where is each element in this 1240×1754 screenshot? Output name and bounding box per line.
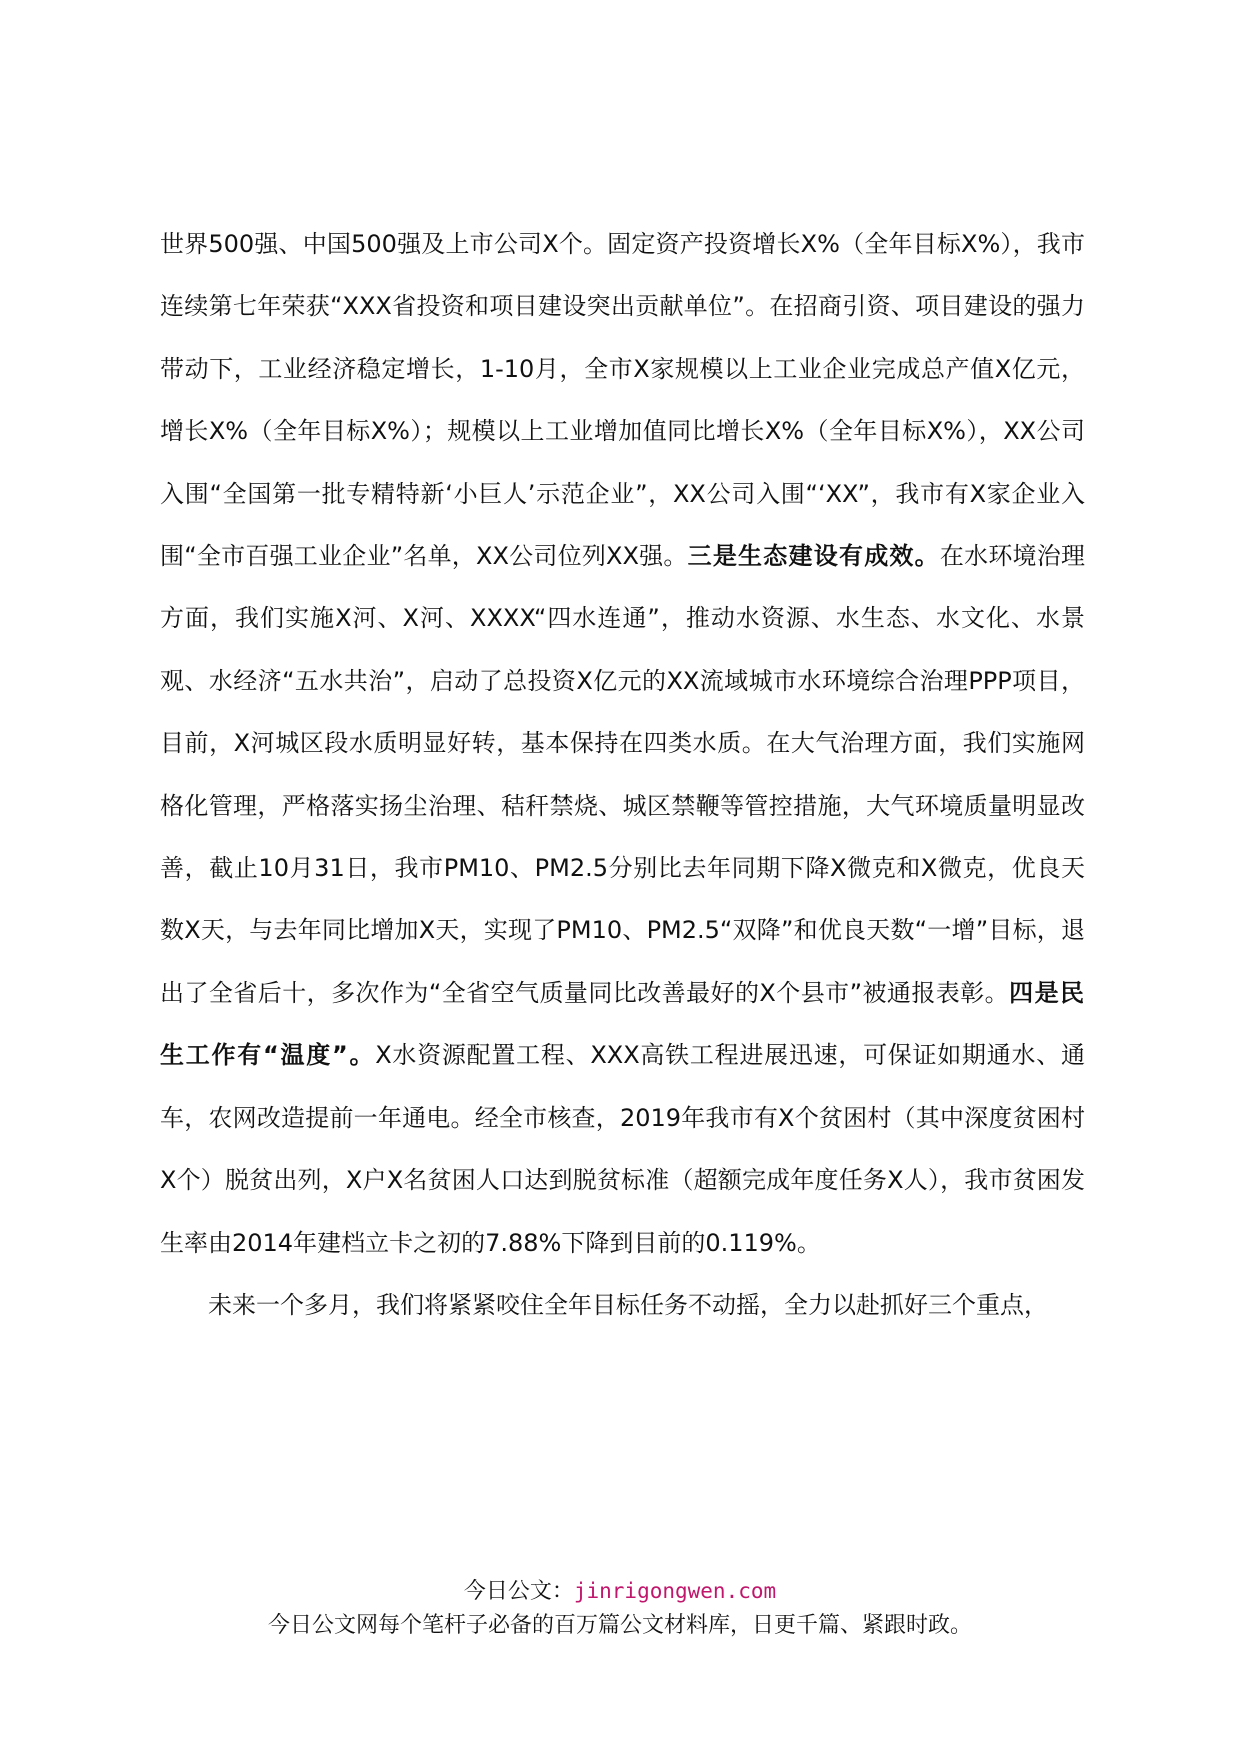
heading-livelihood: 四是民生工作有“温度”。 (160, 978, 1086, 1070)
heading-ecology: 三是生态建设有成效。 (687, 542, 940, 571)
paragraph-future: 未来一个多月，我们将紧紧咬住全年目标任务不动摇，全力以赴抓好三个重点， (208, 1290, 1048, 1319)
footer (0, 1574, 1240, 1643)
paragraph-text: 世界500强、中国500强及上市公司X个。固定资产投资增长X%（全年目标X%），我市连续第七年荣获“XXX省投资和项目建设突出贡献单位”。在招商引资、项目建设的强力带动下，工业经济稳定增长，1-10月，全市X家规模以上工业企业完成总产值X亿元，增长X%（全年目标X%）；规模以上工业增加值同比增长X%（全年目标X%），XX公司入围“全国第一批专精特新‘小巨人’示范企业”，XX公司入围“‘XX”，我市有X家企业入围“全市百强工业企业”名单，XX公司位列XX强。 (160, 230, 1085, 571)
footer-url-link[interactable]: jinrigongwen.com (573, 1579, 777, 1603)
paragraph-text: X水资源配置工程、XXX高铁工程进展迅速，可保证如期通水、通车，农网改造提前一年通电。经全市核查，2019年我市有X个贫困村（其中深度贫困村X个）脱贫出列，X户X名贫困人口达到脱贫标准（超额完成年度任务X人），我市贫困发生率由2014年建档立卡之初的7.88%下降到目前的0.119%。 (160, 1041, 1085, 1257)
paragraph-achievements (160, 213, 1085, 1274)
paragraph-text: 在水环境治理方面，我们实施X河、X河、XXXX“四水连通”，推动水资源、水生态、水文化、水景观、水经济“五水共治”，启动了总投资X亿元的XX流域城市水环境综合治理PPP项目，目前，X河城区段水质明显好转，基本保持在四类水质。在大气治理方面，我们实施网格化管理，严格落实扬尘治理、秸秆禁烧、城区禁鞭等管控措施，大气环境质量明显改善，截止10月31日，我市PM10、PM2.5分别比去年同期下降X微克和X微克，优良天数X天，与去年同比增加X天，实现了PM10、PM2.5“双降”和优良天数“一增”目标，退出了全省后十，多次作为“全省空气质量同比改善最好的X个县市”被通报表彰。 (160, 542, 1086, 1007)
document-body (160, 213, 1085, 1336)
footer-tagline: 今日公文网每个笔杆子必备的百万篇公文材料库，日更千篇、紧跟时政。 (267, 1613, 972, 1638)
footer-source-line (0, 1574, 1240, 1609)
footer-label: 今日公文： (463, 1579, 574, 1604)
